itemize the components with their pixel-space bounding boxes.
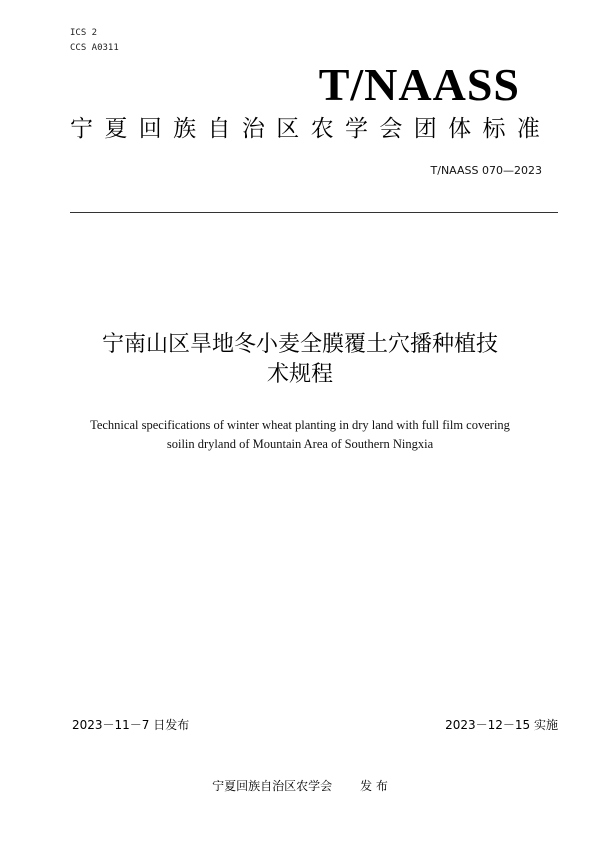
english-title-line-2: soilin dryland of Mountain Area of Southern Ningxia [166, 437, 434, 451]
org-char: 团 [413, 116, 437, 142]
classification-codes [70, 26, 119, 56]
org-char: 区 [276, 116, 300, 142]
org-char: 夏 [104, 116, 128, 142]
english-title-line-1: Technical specifications of winter wheat planting in dry land with full film covering [90, 418, 510, 432]
chinese-title [40, 330, 560, 390]
org-char: 农 [310, 116, 334, 142]
org-char: 自 [207, 116, 231, 142]
org-char: 体 [448, 116, 472, 142]
org-char: 会 [379, 116, 403, 142]
ics-code: ICS 2 [70, 28, 98, 38]
effective-date: 2023－12－15 实施 [445, 718, 558, 732]
standard-brand-logo: T/NAASS [318, 59, 520, 110]
chinese-title-line-2: 术规程 [266, 362, 333, 387]
organization-name [70, 114, 540, 144]
publish-date: 2023－11－7 日发布 [72, 718, 190, 732]
org-char: 族 [173, 116, 197, 142]
org-char: 宁 [70, 116, 93, 142]
org-char: 学 [345, 116, 368, 142]
ccs-code: CCS A0311 [70, 43, 119, 53]
issuer-name: 宁夏回族自治区农学会 [212, 779, 333, 793]
chinese-title-line-1: 宁南山区旱地冬小麦全膜覆土穴播种植技 [101, 332, 498, 357]
issuer-line [0, 777, 600, 794]
header-divider [70, 212, 558, 213]
issue-action: 发 布 [360, 779, 388, 793]
org-char: 治 [241, 116, 265, 142]
org-char: 准 [516, 116, 540, 142]
org-char: 回 [138, 116, 162, 142]
english-title [40, 416, 560, 454]
org-char: 标 [482, 116, 506, 142]
standard-number: T/NAASS 070—2023 [430, 164, 542, 177]
